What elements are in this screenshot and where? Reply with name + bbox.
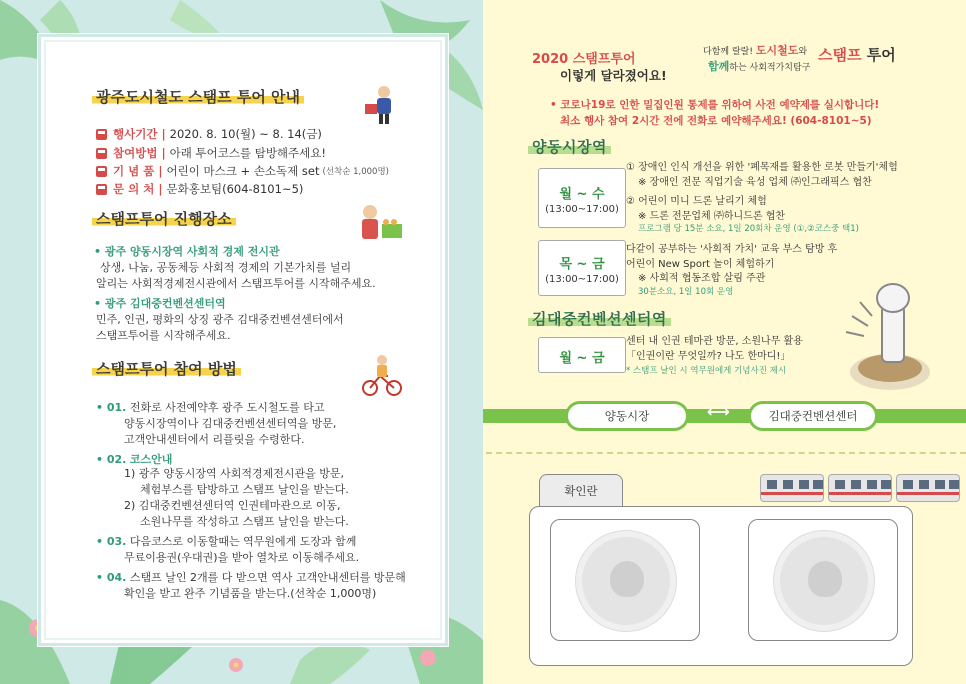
venue-desc-yangdong-2: 알리는 사회적경제전시관에서 스탬프투어를 시작해주세요. [96, 277, 376, 290]
notice-line-2: 최소 행사 참여 2시간 전에 전화로 예약해주세요! (604-8101~5) [560, 115, 872, 127]
step-4: • 04. 스탬프 날인 2개를 다 받으면 역사 고객안내센터를 방문해 [96, 571, 406, 584]
section-title-yangdong: 양동시장역 [528, 136, 611, 157]
stamp-placeholder-icon [774, 531, 874, 631]
info-row-contact: 문 의 처 | 문화홍보팀(604-8101~5) [96, 181, 303, 197]
program-3-line-2: 어린이 New Sport 놀이 체험하기 [626, 259, 775, 270]
stamp-slot-1[interactable] [550, 519, 700, 641]
shopper-illustration-icon [360, 84, 400, 126]
program-2-line-2: ※ 드론 전문업체 ㈜하니드론 협찬 [638, 211, 786, 222]
train-car-icon [828, 474, 892, 502]
venue-name-kdj: • 광주 김대중컨벤션센터역 [94, 297, 226, 310]
section-title-venues: 스탬프투어 진행장소 [92, 208, 236, 229]
program-3-line-3: ※ 사회적 협동조합 살림 주관 [638, 273, 766, 284]
step-2: • 02. 코스안내 [96, 453, 173, 466]
program-3-line-1: 다같이 공부하는 '사회적 가치' 교육 부스 탐방 후 [626, 244, 838, 255]
bus-icon [96, 166, 107, 177]
schedule-badge-mon-wed: 월 ~ 수 (13:00~17:00) [538, 168, 626, 228]
bus-icon [96, 129, 107, 140]
confirm-tab-label: 확인란 [539, 474, 623, 508]
step-2-b1: 2) 김대중컨벤션센터역 인권테마관으로 이동, [124, 499, 341, 512]
header-subtitle: 이렇게 달라졌어요! [560, 68, 667, 83]
info-row-gift: 기 념 품 | 어린이 마스크 + 손소독제 set (선착순 1,000명) [96, 163, 389, 179]
brand-logo: 스탬프 투어 [818, 46, 896, 64]
step-3: • 03. 다음코스로 이동할때는 역무원에게 도장과 함께 [96, 535, 357, 548]
program-1-line-1: ① 장애인 인식 개선을 위한 '폐목재를 활용한 로봇 만들기'체험 [626, 162, 898, 173]
program-2-line-1: ② 어린이 미니 드론 날리기 체험 [626, 196, 767, 207]
brand-line-2: 함께하는 사회적가치탐구 [708, 60, 811, 73]
bicycle-illustration-icon [360, 352, 404, 398]
stamp-placeholder-icon [576, 531, 676, 631]
vendor-illustration-icon [352, 202, 404, 248]
header-year: 2020 스탬프투어 [532, 52, 636, 67]
station-kdj: 김대중컨벤션센터 [748, 401, 878, 431]
step-1-line-2: 양동시장역이나 김대중컨벤션센터역을 방문, [124, 417, 337, 430]
train-car-icon [760, 474, 824, 502]
schedule-badge-thu-fri: 목 ~ 금 (13:00~17:00) [538, 240, 626, 296]
program-2-line-3: 프로그램 당 15분 소요, 1일 20회차 운영 (①,②코스중 택1) [638, 224, 859, 234]
train-car-icon [896, 474, 960, 502]
info-row-method: 참여방법 | 아래 투어코스를 탐방해주세요! [96, 145, 326, 161]
kdj-line-2: 「인권이란 무엇일까? 나도 한마디!」 [626, 351, 791, 362]
station-yangdong: 양동시장 [565, 401, 689, 431]
bus-icon [96, 148, 107, 159]
venue-desc-kdj-2: 스탬프투어를 시작해주세요. [96, 329, 231, 342]
kdj-line-3: * 스탬프 날인 시 역무원에게 기념사진 제시 [626, 366, 787, 376]
step-1: • 01. 전화로 사전예약후 광주 도시철도를 타고 [96, 401, 325, 414]
section-title-tour-info: 광주도시철도 스탬프 투어 안내 [92, 86, 304, 107]
station-arrow-icon: ⟷ [707, 402, 730, 421]
program-3-line-4: 30분소요, 1일 10회 운영 [638, 287, 734, 297]
schedule-badge-kdj: 월 ~ 금 [538, 337, 626, 373]
step-3-line-2: 무료이용권(우대권)을 받아 열차로 이동해주세요. [124, 551, 360, 564]
venue-desc-kdj-1: 민주, 인권, 평화의 상징 광주 김대중컨벤션센터에서 [96, 313, 344, 326]
section-title-kdj: 김대중컨벤션센터역 [528, 308, 671, 329]
step-2-b2: 소원나무를 작성하고 스탬프 날인을 받는다. [140, 515, 349, 528]
step-1-line-3: 고객안내센터에서 리플릿을 수령한다. [124, 433, 305, 446]
venue-name-yangdong: • 광주 양동시장역 사회적 경제 전시관 [94, 245, 280, 258]
info-row-period: 행사기간 | 2020. 8. 10(월) ~ 8. 14(금) [96, 126, 322, 142]
stamp-slot-2[interactable] [748, 519, 898, 641]
notice-line-1: • 코로나19로 인한 밀집인원 통제를 위하여 사전 예약제를 실시합니다! [550, 99, 880, 111]
brand-line-1: 다함께 랄랄! 도시철도와 [703, 44, 808, 57]
program-1-line-2: ※ 장애인 전문 직업기술 육성 업체 ㈜인그래픽스 협찬 [638, 177, 872, 188]
venue-desc-yangdong-1: 상생, 나눔, 공동체등 사회적 경제의 기본가치를 널리 [100, 261, 352, 274]
step-2-a1: 1) 광주 양동시장역 사회적경제전시관을 방문, [124, 467, 345, 480]
kdj-line-1: 센터 내 인권 테마관 방문, 소원나무 활용 [626, 336, 803, 347]
dashed-divider [486, 452, 966, 454]
bus-icon [96, 184, 107, 195]
stamp-press-illustration-icon [832, 276, 952, 400]
confirm-box [529, 506, 913, 666]
step-4-line-2: 확인을 받고 완주 기념품을 받는다.(선착순 1,000명) [124, 587, 377, 600]
section-title-how-to: 스탬프투어 참여 방법 [92, 358, 241, 379]
step-2-a2: 체험부스를 탐방하고 스탬프 날인을 받는다. [140, 483, 349, 496]
